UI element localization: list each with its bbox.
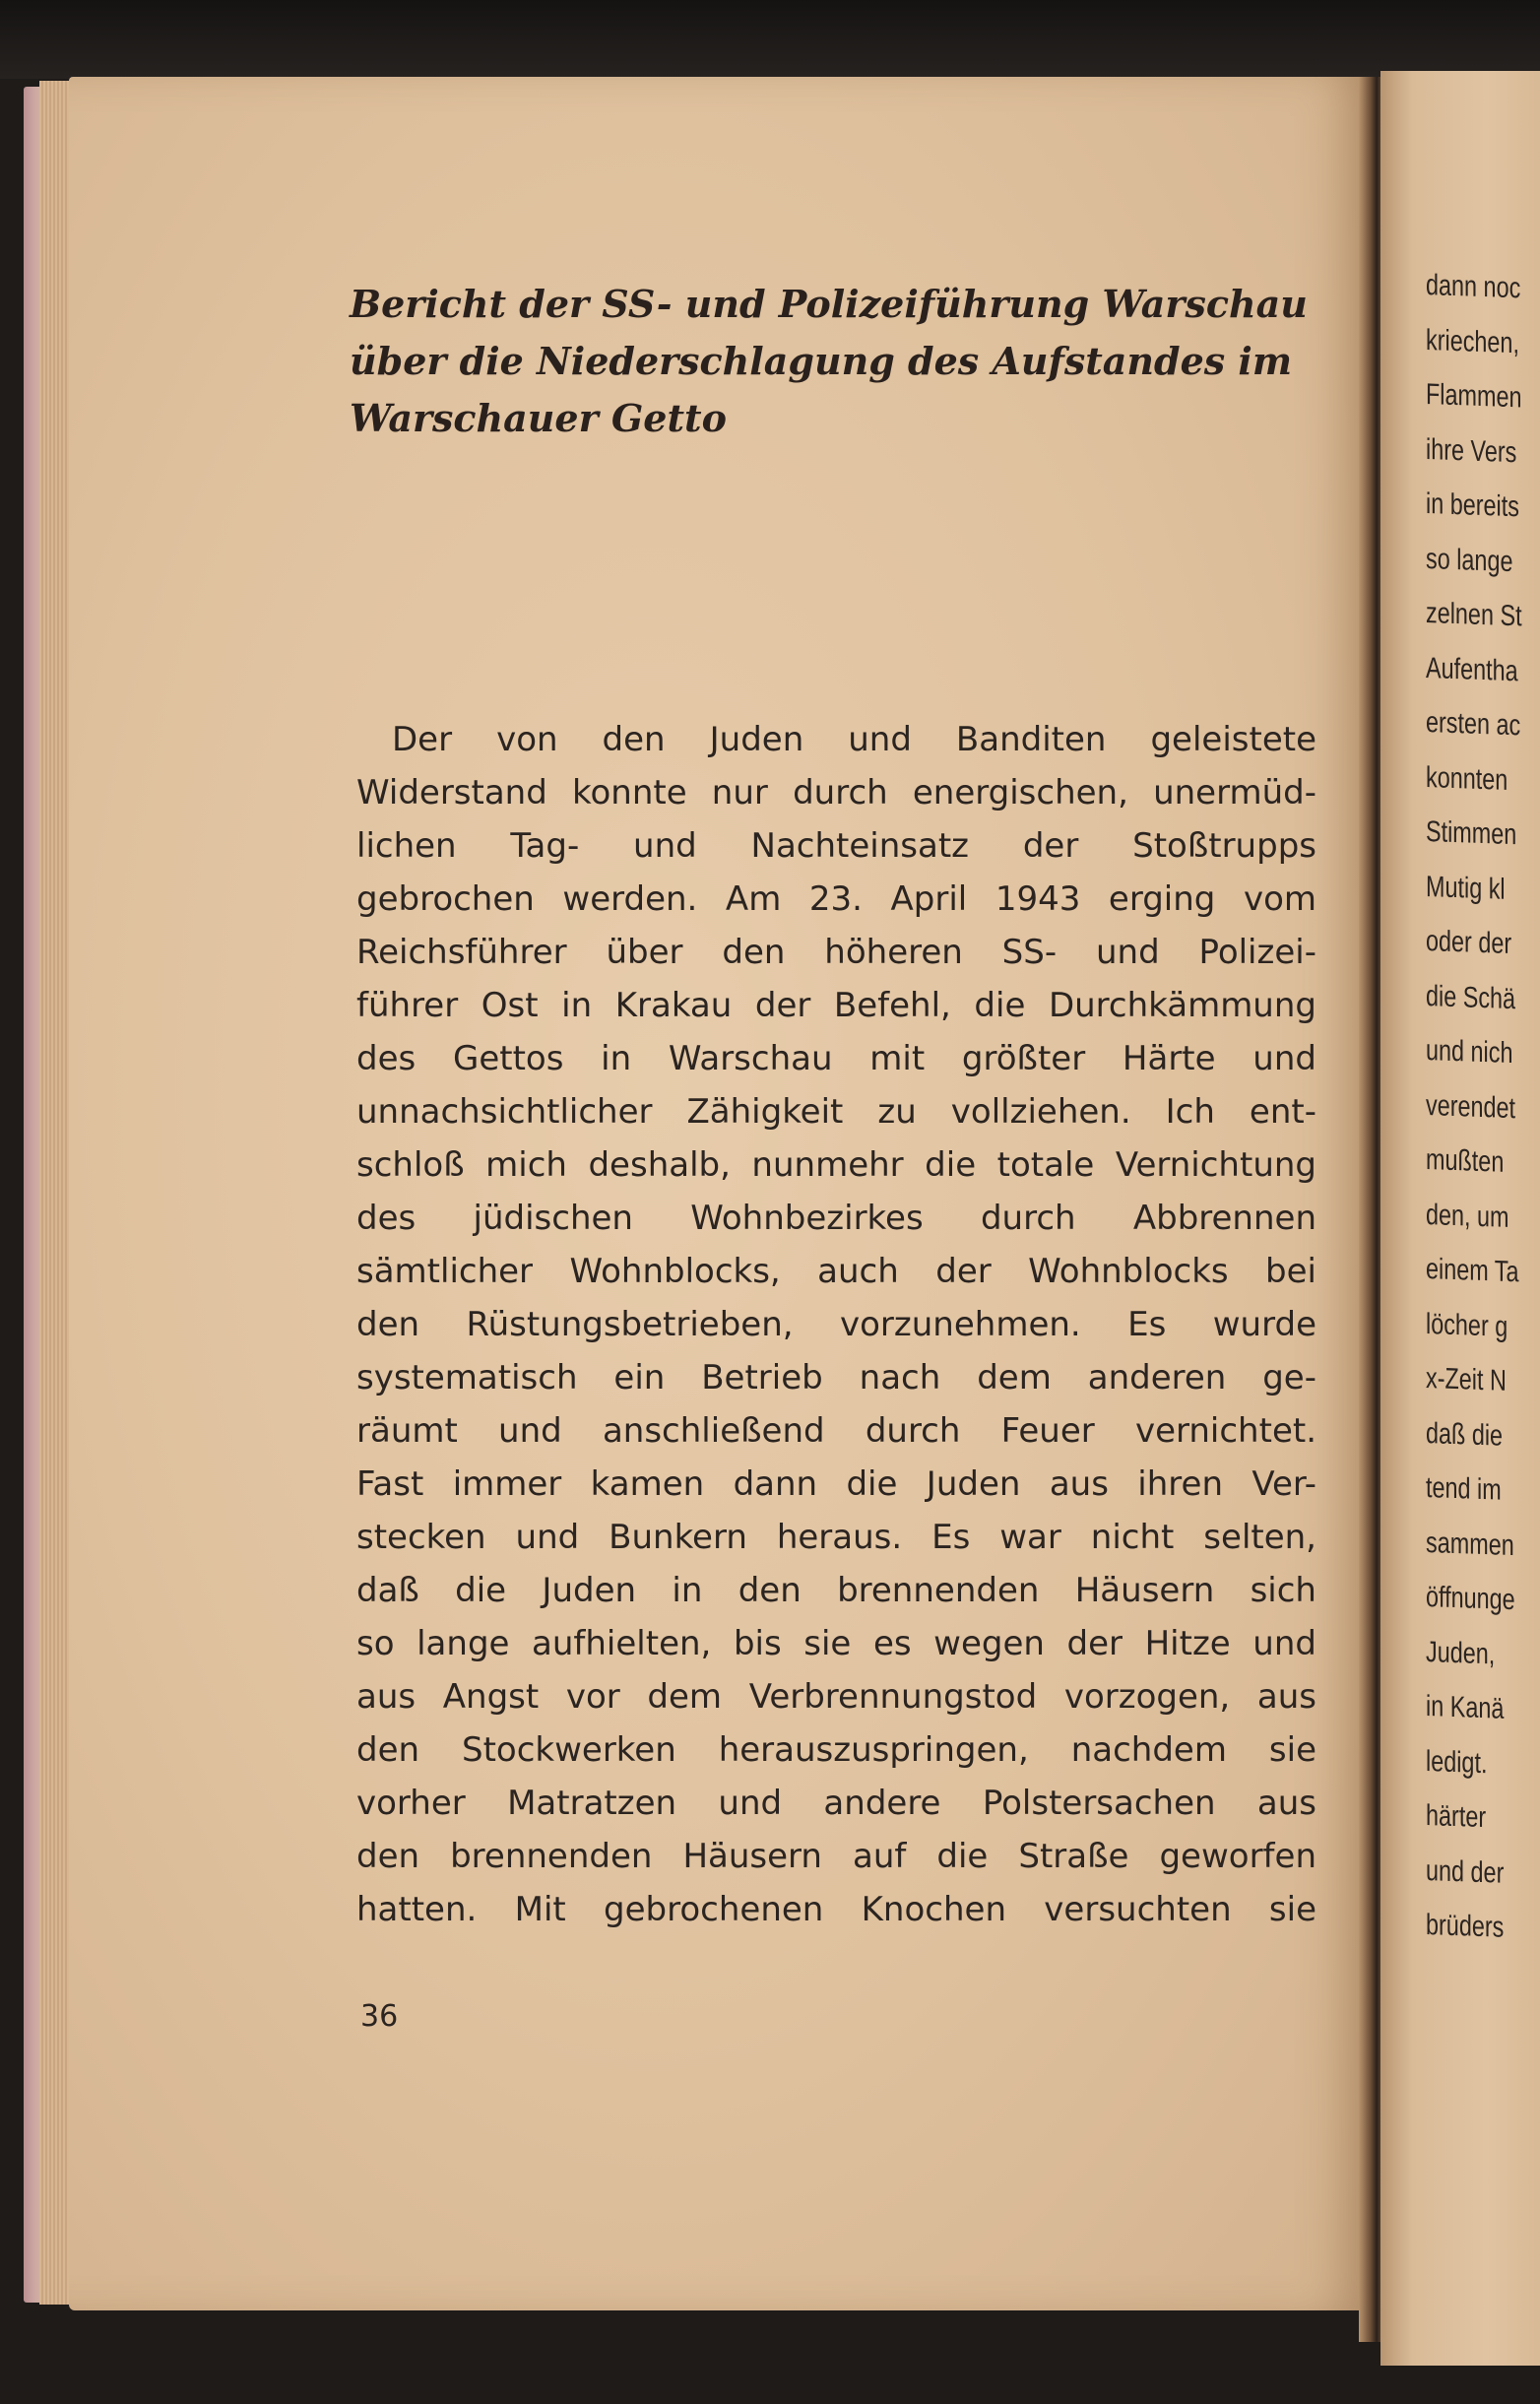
fragment-line: tend im — [1426, 1471, 1502, 1507]
text-line: stecken und Bunkern heraus. Es war nicht selten, — [356, 1518, 1316, 1557]
fragment-line: x-Zeit N — [1426, 1362, 1507, 1397]
fragment-line: Stimmen — [1426, 815, 1517, 852]
fragment-line: einem Ta — [1426, 1253, 1519, 1289]
text-line: aus Angst vor dem Verbrennungstod vorzogen, aus — [356, 1677, 1316, 1717]
fragment-line: Mutig kl — [1426, 870, 1506, 906]
fragment-line: konnten — [1426, 760, 1508, 797]
title-line: Warschauer Getto — [350, 396, 727, 440]
fragment-line: sammen — [1426, 1526, 1514, 1562]
fragment-line: oder der — [1426, 925, 1512, 961]
fragment-line: zelnen St — [1426, 597, 1522, 633]
title-line: Bericht der SS- und Polizeiführung Warschau — [350, 282, 1308, 326]
fragment-line: und nich — [1426, 1034, 1513, 1071]
text-line: des jüdischen Wohnbezirkes durch Abbrennen — [356, 1199, 1316, 1238]
text-line: den Stockwerken herauszuspringen, nachdem sie — [356, 1730, 1316, 1770]
text-line: des Gettos in Warschau mit größter Härte und — [356, 1039, 1316, 1078]
fragment-line: und der — [1426, 1853, 1505, 1890]
fragment-line: so lange — [1426, 542, 1513, 578]
body-paragraph — [356, 713, 1316, 1936]
fragment-line: in bereits — [1426, 487, 1519, 524]
fragment-line: härter — [1426, 1799, 1487, 1835]
text-line: schloß mich deshalb, nunmehr die totale Vernichtung — [356, 1145, 1316, 1185]
fragment-line: kriechen, — [1426, 323, 1519, 359]
right-page-text — [1426, 258, 1540, 1995]
text-line: den brennenden Häusern auf die Straße geworfen — [356, 1837, 1316, 1876]
text-line: sämtlicher Wohnblocks, auch der Wohnblocks bei — [356, 1252, 1316, 1291]
fragment-line: Flammen — [1426, 378, 1522, 415]
fragment-line: ledigt. — [1426, 1744, 1488, 1780]
fragment-line: löcher g — [1426, 1307, 1508, 1343]
text-line: unnachsichtlicher Zähigkeit zu vollziehen. Ich ent- — [356, 1092, 1316, 1132]
text-line: daß die Juden in den brennenden Häusern sich — [356, 1571, 1316, 1610]
text-line: lichen Tag- und Nachteinsatz der Stoßtrupps — [356, 826, 1316, 866]
text-line: führer Ost in Krakau der Befehl, die Durchkämmung — [356, 986, 1316, 1025]
text-line: den Rüstungsbetrieben, vorzunehmen. Es wurde — [356, 1305, 1316, 1344]
text-line: systematisch ein Betrieb nach dem anderen ge- — [356, 1358, 1316, 1397]
fragment-line: dann noc — [1426, 269, 1521, 305]
text-line: gebrochen werden. Am 23. April 1943 erging vom — [356, 879, 1316, 919]
text-line: Fast immer kamen dann die Juden aus ihren Ver- — [356, 1464, 1316, 1504]
fragment-line: Aufentha — [1426, 651, 1518, 687]
fragment-line: den, um — [1426, 1198, 1509, 1234]
fragment-line: daß die — [1426, 1416, 1504, 1453]
page-title — [350, 276, 1319, 447]
fragment-line: ersten ac — [1426, 706, 1521, 743]
text-line: Widerstand konnte nur durch energischen, unermüd- — [356, 773, 1316, 812]
title-line: über die Niederschlagung des Aufstandes im — [350, 339, 1293, 383]
fragment-line: die Schä — [1426, 979, 1516, 1015]
fragment-line: verendet — [1426, 1088, 1516, 1125]
fragment-line: in Kanä — [1426, 1690, 1505, 1725]
fragment-line: mußten — [1426, 1143, 1505, 1179]
page-number: 36 — [360, 1999, 399, 2034]
text-line: so lange aufhielten, bis sie es wegen der Hitze und — [356, 1624, 1316, 1663]
fragment-line: ihre Vers — [1426, 432, 1517, 469]
fragment-line: brüders — [1426, 1909, 1505, 1944]
text-line: räumt und anschließend durch Feuer vernichtet. — [356, 1411, 1316, 1451]
background — [0, 0, 1540, 79]
text-line: Reichsführer über den höheren SS- und Polizei- — [356, 933, 1316, 972]
text-line: Der von den Juden und Banditen geleistete — [392, 720, 1316, 759]
fragment-line: öffnunge — [1426, 1581, 1515, 1617]
text-line: hatten. Mit gebrochenen Knochen versuchten sie — [356, 1890, 1316, 1929]
fragment-line: Juden, — [1426, 1635, 1496, 1670]
text-line: vorher Matratzen und andere Polstersachen aus — [356, 1784, 1316, 1823]
